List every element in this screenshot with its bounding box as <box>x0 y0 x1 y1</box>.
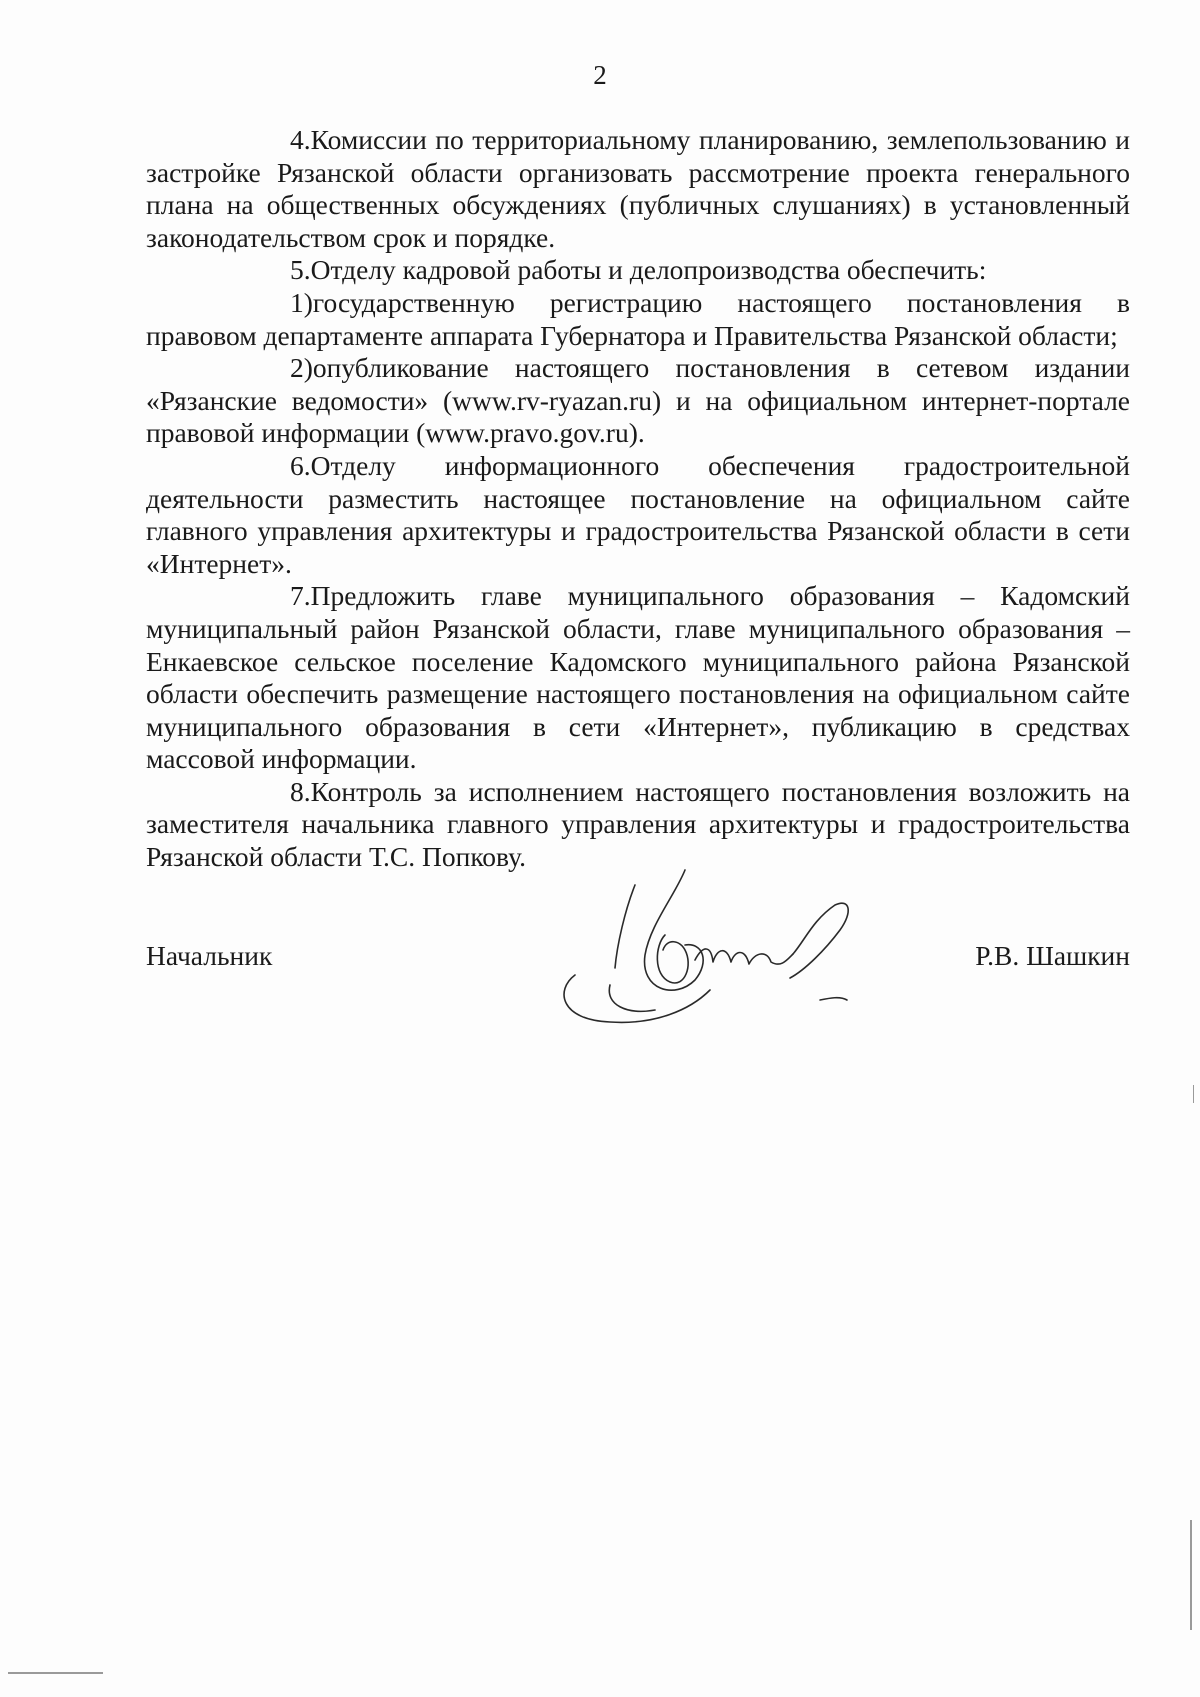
paragraph-number: 5. <box>290 254 311 286</box>
scan-edge-mark <box>8 1672 103 1674</box>
paragraph-text: Контроль за исполнением настоящего постановления возложить на заместителя начальника главного управления архитектуры и градостроительства Рязанской области Т.С. Попкову. <box>146 775 1130 873</box>
paragraph-number: 2) <box>290 352 313 384</box>
page-number: 2 <box>593 60 607 90</box>
paragraph-7 <box>146 580 1130 776</box>
subparagraph-1 <box>146 287 1130 352</box>
paragraph-6 <box>146 450 1130 580</box>
paragraph-text: Предложить главе муниципального образования – Кадомский муниципальный район Рязанской области, главе муниципального образования – Енкаевское сельское поселение Кадомского муниципального района Рязанской области обеспечить размещение настоящего постановления на официальном сайте муниципального образования в сети «Интернет», публикацию в средствах массовой информации. <box>146 580 1130 775</box>
signatory-position: Начальник <box>146 940 273 971</box>
signatory-name: Р.В. Шашкин <box>975 940 1130 971</box>
paragraph-number: 7. <box>290 580 311 612</box>
paragraph-text: государственную регистрацию настоящего постановления в правовом департаменте аппарата Губернатора и Правительства Рязанской области; <box>146 286 1130 351</box>
paragraph-5 <box>146 254 1130 287</box>
paragraph-number: 6. <box>290 449 311 481</box>
paragraph-number: 1) <box>290 286 313 318</box>
paragraph-number: 4. <box>290 124 311 155</box>
paragraph-text: Отделу информационного обеспечения градостроительной деятельности разместить настоящее постановление на официальном сайте главного управления архитектуры и градостроительства Рязанской области в сети «Интернет». <box>146 449 1130 579</box>
handwritten-signature <box>535 850 875 1035</box>
scan-edge-mark <box>1190 1520 1192 1630</box>
subparagraph-2 <box>146 352 1130 450</box>
paragraph-text: Отделу кадровой работы и делопроизводства обеспечить: <box>310 254 987 286</box>
paragraph-text: опубликование настоящего постановления в сетевом издании «Рязанские ведомости» (www.rv-ryazan.ru) и на официальном интернет-портале правовой информации (www.pravo.gov.ru). <box>146 352 1130 449</box>
document-body <box>146 124 1130 874</box>
paragraph-4 <box>146 124 1130 254</box>
paragraph-text: Комиссии по территориальному планированию, землепользованию и застройке Рязанской области организовать рассмотрение проекта генерального плана на общественных обсуждениях (публичных слушаниях) в установленный законодательством срок и порядке. <box>146 124 1130 253</box>
scan-edge-mark <box>1193 1085 1194 1103</box>
paragraph-number: 8. <box>290 775 311 807</box>
